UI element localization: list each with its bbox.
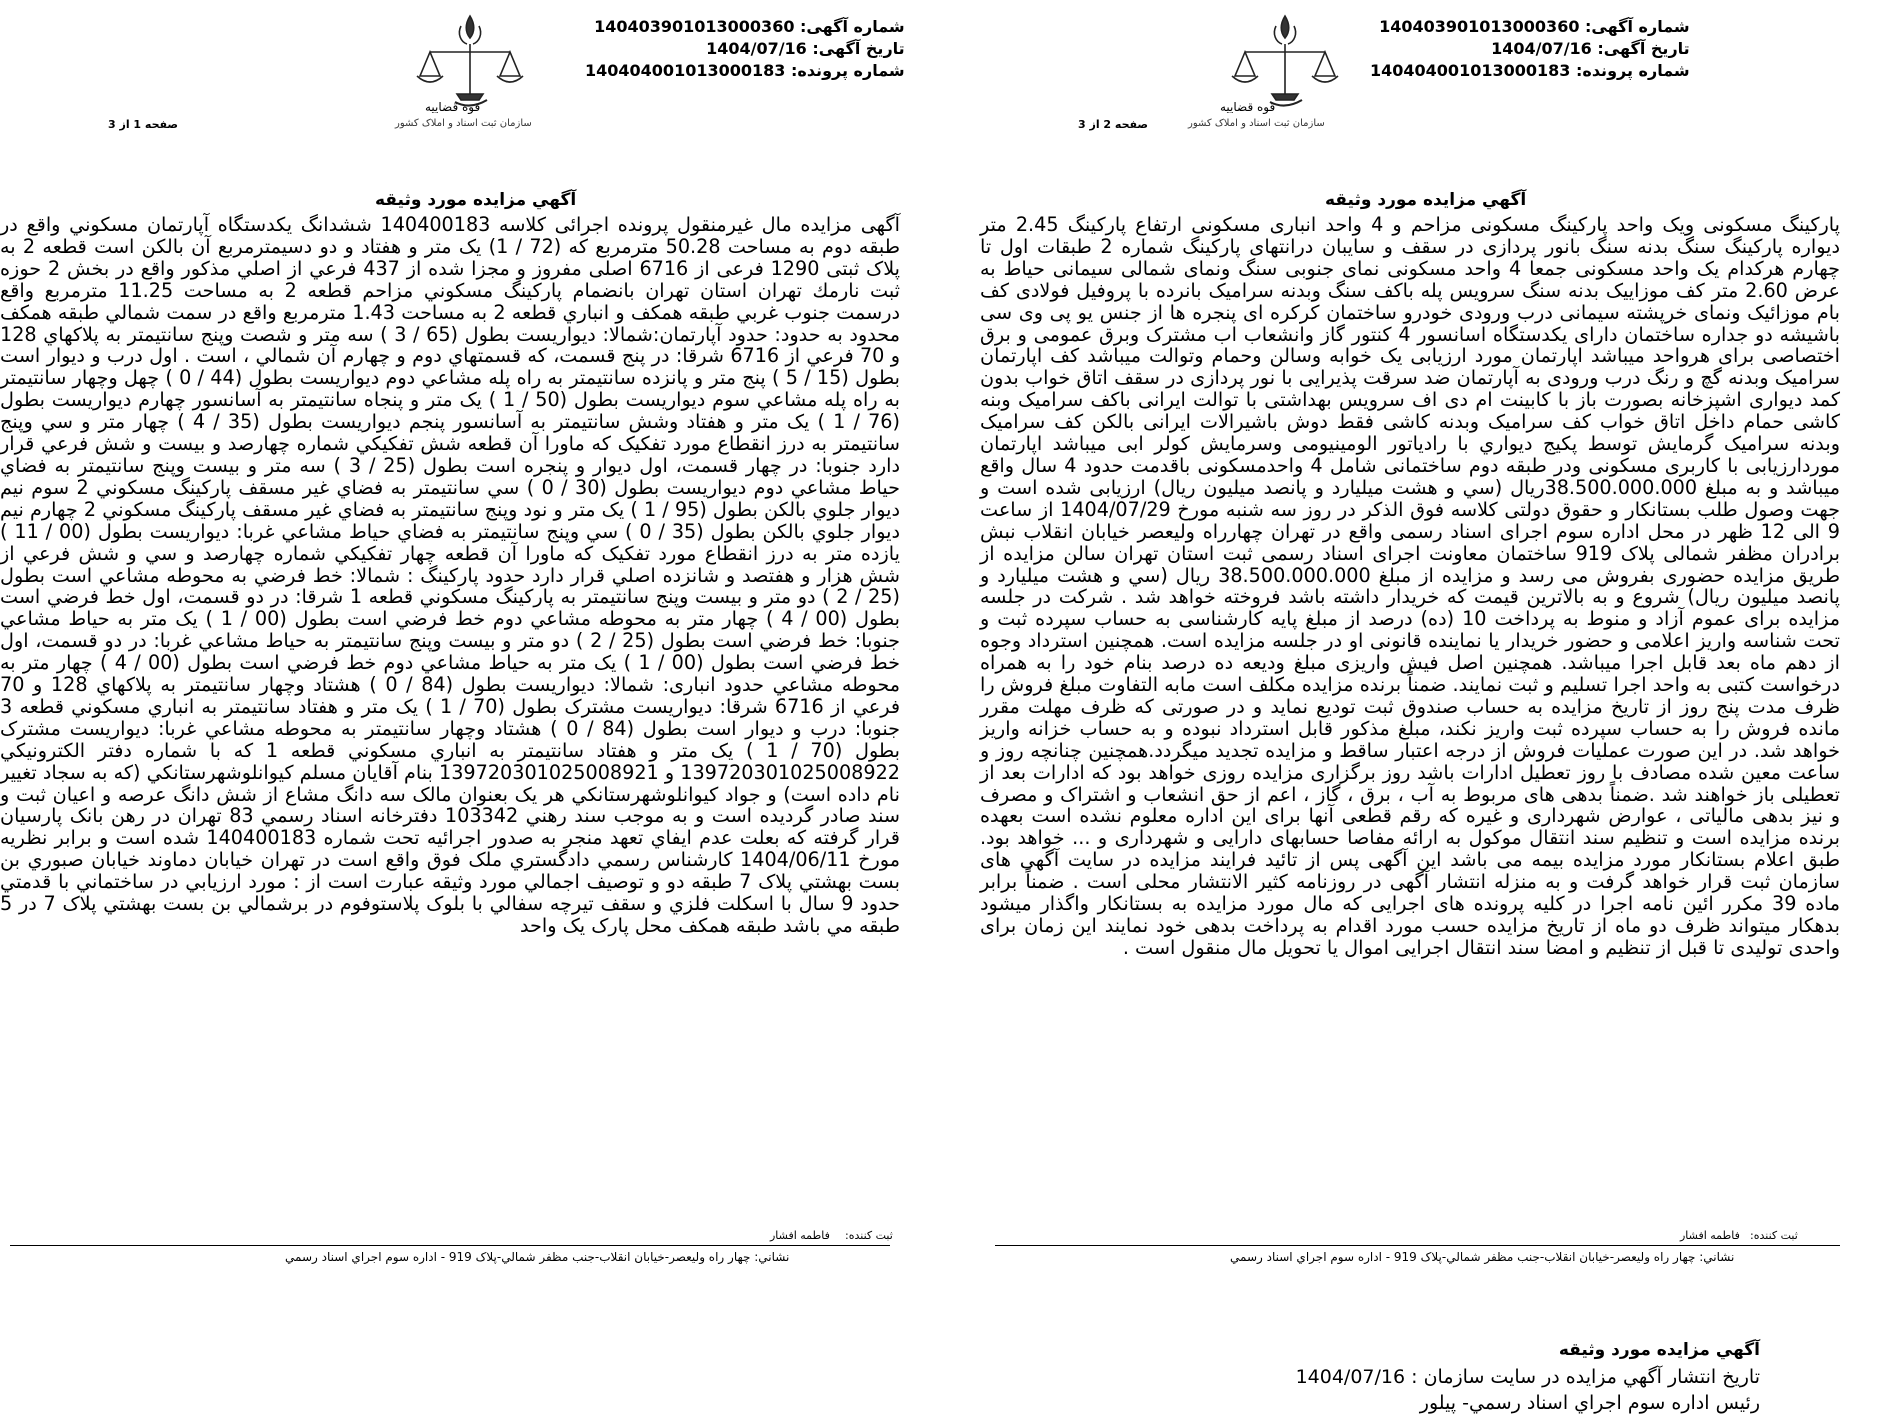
page-number: صفحه 1 از 3 (108, 118, 179, 131)
case-number: 140404001013000183 (585, 61, 786, 80)
emblem-org: سازمان ثبت اسناد و املاک کشور (1188, 118, 1325, 129)
notice-page-2 (970, 0, 1864, 1264)
publication-footer (1040, 1340, 1760, 1416)
emblem-caption: قوه قضاییه (425, 100, 481, 114)
case-number: 140404001013000183 (1370, 61, 1571, 80)
footer-title: آگهي مزايده مورد وثيقه (1558, 1340, 1760, 1360)
notice-body (980, 214, 1840, 959)
emblem-org: سازمان ثبت اسناد و املاک کشور (395, 118, 532, 129)
ad-date-label: تاریخ آگهی: (812, 39, 905, 58)
case-number-label: شماره پرونده: (790, 61, 905, 80)
page-number: صفحه 2 از 3 (1078, 118, 1149, 131)
notice-meta (585, 16, 905, 82)
emblem-caption: قوه قضاییه (1220, 100, 1276, 114)
ad-date: 1404/07/16 (706, 39, 807, 58)
notice-body (0, 214, 900, 937)
publication-date-line: تاريخ انتشار آگهي مزايده در سايت سازمان : 1404/07/16 (1295, 1366, 1760, 1388)
registrar-name: فاطمه افشار (1680, 1229, 1740, 1242)
notice-body-text: آگهی مزايده مال غيرمنقول پرونده اجرائی کلاسه 140400183 ششدانگ يكدستگاه آپارتمان مسكوني واقع در طبقه دوم به مساحت 50.28 مترمربع كه (72 / 1) يک متر و هفتاد و دو دسيمترمربع آن بالكن است قطعه 2 به پلاک ثبتی 1290 فرعی از 6716 اصلی مفروز و مجزا شده از 437 فرعي از اصلي مذكور واقع در بخش 2 حوزه ثبت نارمك تهران استان تهران بانضمام پاركينگ مسكوني مزاحم قطعه 2 به مساحت 11.25 مترمربع واقع درسمت جنوب غربي طبقه همكف و انباري قطعه 2 به مساحت 1.43 مترمربع واقع در سمت شمالي طبقه همكف محدود به حدود: حدود آپارتمان:شمالا: ديواريست بطول (65 / 3 ) سه متر و شصت وپنج سانتيمتر به پلاكهاي 128 و 70 فرعي از 6716 شرقا: در پنج قسمت، كه قسمتهاي دوم و چهارم آن شمالي ، است . اول درب و ديوار است بطول (15 / 5 ) پنج متر و پانزده سانتيمتر به راه پله مشاعي دوم ديواريست بطول (44 / 0 ) چهل وچهار سانتيمتر به راه پله مشاعي سوم ديواريست بطول (50 / 1 ) يک متر و پنجاه سانتيمتر به آسانسور چهارم ديواريست بطول (76 / 1 ) يک متر و هفتاد وشش سانتيمتر به آسانسور پنجم ديواريست بطول (35 / 4 ) چهار متر و سي وپنج سانتيمتر به درز انقطاع مورد تفكيک كه ماورا آن قطعه شش تفكيكي شماره چهارصد و بيست و شش فرعي قرار دارد جنوبا: در چهار قسمت، اول ديوار و پنجره است بطول (25 / 3 ) سه متر و بيست وپنج سانتيمتر به فضاي حياط مشاعي دوم ديواريست بطول (30 / 0 ) سي سانتيمتر به فضاي غير مسقف پاركينگ مسكوني 2 سوم نيم ديوار جلوي بالكن بطول (95 / 1 ) يک متر و نود وپنج سانتيمتر به فضاي غير مسقف پاركينگ مسكوني 2 چهارم نيم ديوار جلوي بالكن بطول (35 / 0 ) سي وپنج سانتيمتر به فضاي حياط مشاعي غربا: ديواريست بطول (00 / 11 ) يازده متر به درز انقطاع مورد تفكيک كه ماورا آن قطعه چهار تفكيكي شماره چهارصد و سي و شش فرعي از شش هزار و هفتصد و شانزده اصلي قرار دارد حدود پاركينگ : شمالا: خط فرضي به محوطه مشاعي است بطول (25 / 2 ) دو متر و بيست وپنج سانتيمتر به پاركينگ مسكوني قطعه 1 شرقا: در دو قسمت، اول خط فرضي است بطول (00 / 4 ) چهار متر به محوطه مشاعي دوم خط فرضي است بطول (00 / 1 ) يک متر به حياط مشاعي جنوبا: خط فرضي است بطول (25 / 2 ) دو متر و بيست وپنج سانتيمتر به حياط مشاعي غربا: در دو قسمت، اول خط فرضي است بطول (00 / 1 ) يک متر به حياط مشاعي دوم خط فرضي است بطول (00 / 4 ) چهار متر به محوطه مشاعي حدود انباری: شمالا: ديواريست بطول (84 / 0 ) هشتاد وچهار سانتيمتر به پلاكهاي 128 و 70 فرعي از 6716 شرقا: ديواريست مشترک بطول (70 / 1 ) يک متر و هفتاد سانتيمتر به انباري مسكوني قطعه 3 جنوبا: درب و ديوار است بطول (84 / 0 ) هشتاد وچهار سانتيمتر به محوطه مشاعي غربا: ديواريست مشترک بطول (70 / 1 ) يک متر و هفتاد سانتيمتر به انباري مسكوني قطعه 1 كه با شماره دفتر الكترونيكي 139720301025008922 و 139720301025008921 بنام آقايان مسلم كيوانلوشهرستانكي (كه به سجاد تغيير نام داده است) و جواد كيوانلوشهرستانكي هر يک بعنوان مالک سه دانگ مشاع از شش دانگ عرصه و اعيان ثبت و سند صادر گرديده است و به موجب سند رهني 103342 دفترخانه اسناد رسمي 83 تهران در رهن بانک پارسيان قرار گرفته كه بعلت عدم ايفاي تعهد منجر به صدور اجرائيه تحت شماره 140400183 شده است و برابر نظريه مورخ 1404/06/11 كارشناس رسمي دادگستري ملک فوق واقع است در تهران خيابان دماوند خيابان صبوري بن بست بهشتي پلاک 7 طبقه دو و توصيف اجمالي مورد وثيقه عبارت است از : مورد ارزيابي در ساختماني با قدمتي حدود 9 سال با اسكلت فلزي و سقف تيرچه سفالي با بلوک پلاستوفوم در برشمالي بن بست بهشتي پلاک 7 در 5 طبقه مي باشد طبقه همكف محل پارک يک واحد (0, 213, 901, 937)
office-address: نشاني: چهار راه وليعصر-خيابان انقلاب-جنب مظفر شمالي-پلاک 919 - اداره سوم اجراي اسناد رسمي (1230, 1250, 1735, 1264)
ad-number: 140403901013000360 (594, 17, 795, 36)
divider (10, 1245, 890, 1246)
notice-meta (1370, 16, 1690, 82)
registrar-name: فاطمه افشار (770, 1229, 830, 1242)
registrar-label: ثبت کننده: (1750, 1229, 1798, 1242)
notice-body-text: پارکینگ مسکونی ویک واحد پارکینگ مسکونی مزاحم و 4 واحد انباری مسکونی ارتفاع پارکینگ 2.45 متر دیواره پارکینگ سنگ بدنه سنگ بانور پردازی در سقف و سایبان درانتهای پارکینگ شماره 2 طبقات اول تا چهارم هرکدام یک واحد مسکونی جمعا 4 واحد مسکونی نمای جنوبی سنگ ونمای شمالی سیمانی حیاط به عرض 2.60 متر کف موزاییک بدنه سنگ سرویس پله باکف سنگ وبدنه سرامیک بانرده با پروفیل فولادی کف بام موزائیک ونمای خرپشته سیمانی درب ورودی خودرو ساختمان کرکره ای پنجره ها از جنس یو پی وی سی باشیشه دو جداره ساختمان دارای یکدستگاه اسانسور 4 کنتور گاز وانشعاب اب مشترک وبرق عمومی و برق اختصاصی برای هرواحد میباشد اپارتمان مورد ارزیابی یک خوابه وسالن وحمام وتوالت میباشد کف اپارتمان سرامیک وبدنه گچ و رنگ درب ورودی به آپارتمان ضد سرقت پذیرایی با نور پردازی در سقف اتاق خواب بدون کمد دیواری اشپزخانه بصورت باز با کابینت ام دی اف سرویس بهداشتی با توالت ایرانی باکف سرامیک وبنه کاشی حمام داخل اتاق خواب کف سرامیک وبدنه کاشی فقط دوش باشیرالات ایرانی بالکن کف سرامیک وبدنه سرامیک گرمایش توسط پکیج دیواري با رادیاتور الومینیومی وسرمایش کولر ابی میباشد اپارتمان موردارزیابی با کاربری مسکونی ودر طبقه دوم ساختمانی شامل 4 واحدمسکونی باقدمت حدود 4 سال واقع میباشد و به مبلغ 38.500.000.000ریال (سي و هشت میلیارد و پانصد میلیون ریال) ارزیابی شده است و جهت وصول طلب بستانکار و حقوق دولتی کلاسه فوق الذکر در روز سه شنبه مورخ 1404/07/29 از ساعت 9 الی 12 ظهر در محل اداره سوم اجرای اسناد رسمی واقع در تهران چهارراه ولیعصر خیابان انقلاب نبش برادران مظفر شمالی پلاک 919 ساختمان معاونت اجرای اسناد رسمی ثبت استان تهران سالن مزایده از طریق مزایده حضوری بفروش می رسد و مزایده از مبلغ 38.500.000.000 ریال (سي و هشت میلیارد و پانصد میلیون ریال) شروع و به بالاترین قیمت که خریدار داشته باشد فروخته خواهد شد . شرکت در جلسه مزایده برای عموم آزاد و منوط به پرداخت 10 (ده) درصد از مبلغ پایه کارشناسی به حساب سپرده ثبت و تحت شناسه واریز اعلامی و حضور خریدار یا نماینده قانونی او در جلسه مزایده است. همچنین استرداد وجوه از دهم ماه بعد قابل اجرا میباشد. همچنین اصل فیش واریزی مبلغ ودیعه ده درصد بنام خود را به همراه درخواست کتبی به واحد اجرا تسلیم و ثبت نمایند. ضمناً برنده مزایده مکلف است مابه التفاوت مبلغ فروش را ظرف مدت پنج روز از تاریخ مزایده به حساب صندوق ثبت تودیع نماید و در صورتی که ظرف مهلت مقرر مانده فروش را به حساب سپرده ثبت واریز نکند، مبلغ مذکور قابل استرداد نبوده و به حساب خزانه واریز خواهد شد. در این صورت عملیات فروش از درجه اعتبار ساقط و مزایده تجدید میگردد.همچنین چنانچه روز و ساعت معین شده مصادف با روز تعطیل ادارات باشد روز برگزاری مزایده روزی خواهد بود که ادارات بعد از تعطیلی باز خواهند شد .ضمناً بدهی های مربوط به آب ، برق ، گاز ، اعم از حق انشعاب و اشتراک و مصرف و نیز بدهی مالیاتی ، عوارض شهرداری و غیره که رقم قطعی آنها برای این اداره معلوم نشده است بعهده برنده مزایده است و تنظیم سند انتقال موکول به ارائه مفاصا حسابهای دارایی و شهرداری و ... خواهد بود. طبق اعلام بستانکار مورد مزایده بیمه می باشد این آگهی پس از تائید فرایند مزایده در سایت آگهی های سازمان ثبت قرار خواهد گرفت و به منزله انتشار آگهی در روزنامه کثیر الانتشار محلی است . ضمناً برابر ماده 39 مکرر ائین نامه اجرا در کلیه پرونده های اجرایی که مال مورد مزایده به بستانکار واگذار میشود بدهکار میتواند ظرف دو ماه از تاریخ مزایده حسب مورد اقدام به پرداخت بدهی خود نمایند این زمان برای واحدی تولیدی تا قبل از تنظیم و امضا سند انتقال اجرایی اموال یا تحویل مال منقول است . (980, 213, 1841, 959)
ad-number-label: شماره آگهی: (1585, 17, 1690, 36)
office-head-line: رئيس اداره سوم اجراي اسناد رسمي- پيلور (1419, 1392, 1760, 1414)
case-number-label: شماره پرونده: (1575, 61, 1690, 80)
notice-title: آگهي مزايده مورد وثيقه (375, 190, 577, 210)
registrar-label: ثبت کننده: (845, 1229, 893, 1242)
ad-number-label: شماره آگهی: (800, 17, 905, 36)
office-address: نشاني: چهار راه وليعصر-خيابان انقلاب-جنب مظفر شمالي-پلاک 919 - اداره سوم اجراي اسناد رسمي (285, 1250, 790, 1264)
divider (995, 1245, 1840, 1246)
ad-date: 1404/07/16 (1491, 39, 1592, 58)
ad-date-label: تاریخ آگهی: (1597, 39, 1690, 58)
notice-title: آگهي مزايده مورد وثيقه (1325, 190, 1527, 210)
ad-number: 140403901013000360 (1379, 17, 1580, 36)
notice-page-1 (0, 0, 912, 1264)
